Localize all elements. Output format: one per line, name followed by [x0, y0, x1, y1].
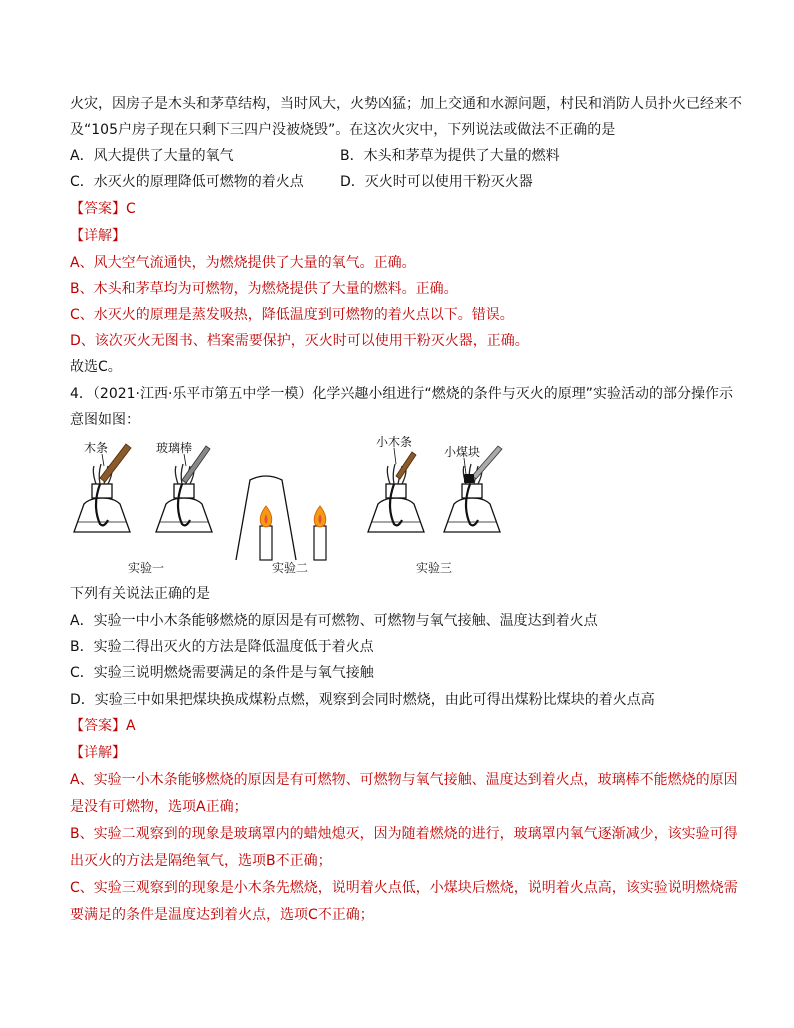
- label-small-wood: 小木条: [376, 436, 413, 449]
- q3-detail-b: B、木头和茅草均为可燃物，为燃烧提供了大量的燃料。正确。: [70, 281, 458, 297]
- q3-option-c: C．水灭火的原理降低可燃物的着火点: [70, 174, 304, 190]
- label-glass-rod: 玻璃棒: [156, 441, 193, 455]
- q3-detail-d: D、该次灭火无图书、档案需要保护，灭火时可以使用干粉灭火器，正确。: [70, 333, 529, 349]
- q3-detail-heading: 【详解】: [70, 228, 126, 244]
- q4-stem-line2: 意图如图：: [70, 412, 140, 428]
- q4-detail-b2: 出灭火的方法是隔绝氧气，选项B不正确；: [70, 853, 332, 869]
- q4-option-b: B．实验二得出灭火的方法是降低温度低于着火点: [70, 639, 374, 655]
- q3-option-a: A．风大提供了大量的氧气: [70, 148, 234, 164]
- q4-detail-c1: C、实验三观察到的现象是小木条先燃烧，说明着火点低，小煤块后燃烧，说明着火点高，该实验说明燃烧需: [70, 880, 738, 896]
- q4-detail-a2: 是没有可燃物，选项A正确；: [70, 799, 248, 815]
- alcohol-lamp-1: [74, 464, 130, 532]
- q3-detail-a: A、风大空气流通快，为燃烧提供了大量的氧气。正确。: [70, 255, 416, 271]
- experiment-figure: [70, 436, 530, 582]
- q3-stem-line2: 及“105户房子现在只剩下三四户没被烧毁”。在这次火灾中，下列说法或做法不正确的是: [70, 122, 616, 138]
- q4-detail-b1: B、实验二观察到的现象是玻璃罩内的蜡烛熄灭，因为随着燃烧的进行，玻璃罩内氧气逐渐减少，该实验可得: [70, 826, 738, 842]
- q4-stem-line1: 4．（2021·江西·乐平市第五中学一模）化学兴趣小组进行“燃烧的条件与灭火的原理”实验活动的部分操作示: [70, 386, 733, 402]
- q4-detail-c2: 要满足的条件是温度达到着火点，选项C不正确；: [70, 907, 374, 923]
- label-wood-strip: 木条: [84, 441, 109, 455]
- q3-option-d: D．灭火时可以使用干粉灭火器: [340, 174, 533, 190]
- q3-conclusion: 故选C。: [70, 359, 122, 375]
- q4-answer: 【答案】A: [70, 718, 136, 734]
- q3-detail-c: C、水灭火的原理是蒸发吸热，降低温度到可燃物的着火点以下。错误。: [70, 307, 514, 323]
- q4-option-a: A．实验一中小木条能够燃烧的原因是有可燃物、可燃物与氧气接触、温度达到着火点: [70, 613, 598, 629]
- label-coal: 小煤块: [444, 445, 481, 459]
- label-exp3: 实验三: [416, 561, 453, 575]
- q4-option-c: C．实验三说明燃烧需要满足的条件是与氧气接触: [70, 665, 374, 681]
- q3-option-b: B．木头和茅草为提供了大量的燃料: [340, 148, 560, 164]
- alcohol-lamp-3: [368, 464, 424, 532]
- alcohol-lamp-2: [156, 464, 212, 532]
- q3-answer: 【答案】C: [70, 201, 136, 217]
- candle-open: [314, 506, 326, 560]
- q4-detail-a1: A、实验一小木条能够燃烧的原因是有可燃物、可燃物与氧气接触、温度达到着火点，玻璃棒不能燃烧的原因: [70, 772, 738, 788]
- q4-prompt: 下列有关说法正确的是: [70, 586, 210, 602]
- q4-detail-heading: 【详解】: [70, 745, 126, 761]
- candle-in-jar: [260, 506, 272, 560]
- q3-stem-line1: 火灾，因房子是木头和茅草结构，当时风大，火势凶猛；加上交通和水源问题，村民和消防人员扑火已经来不: [70, 96, 742, 112]
- label-exp1: 实验一: [128, 561, 165, 575]
- label-exp2: 实验二: [272, 561, 309, 575]
- q4-option-d: D．实验三中如果把煤块换成煤粉点燃，观察到会同时燃烧，由此可得出煤粉比煤块的着火点高: [70, 692, 655, 708]
